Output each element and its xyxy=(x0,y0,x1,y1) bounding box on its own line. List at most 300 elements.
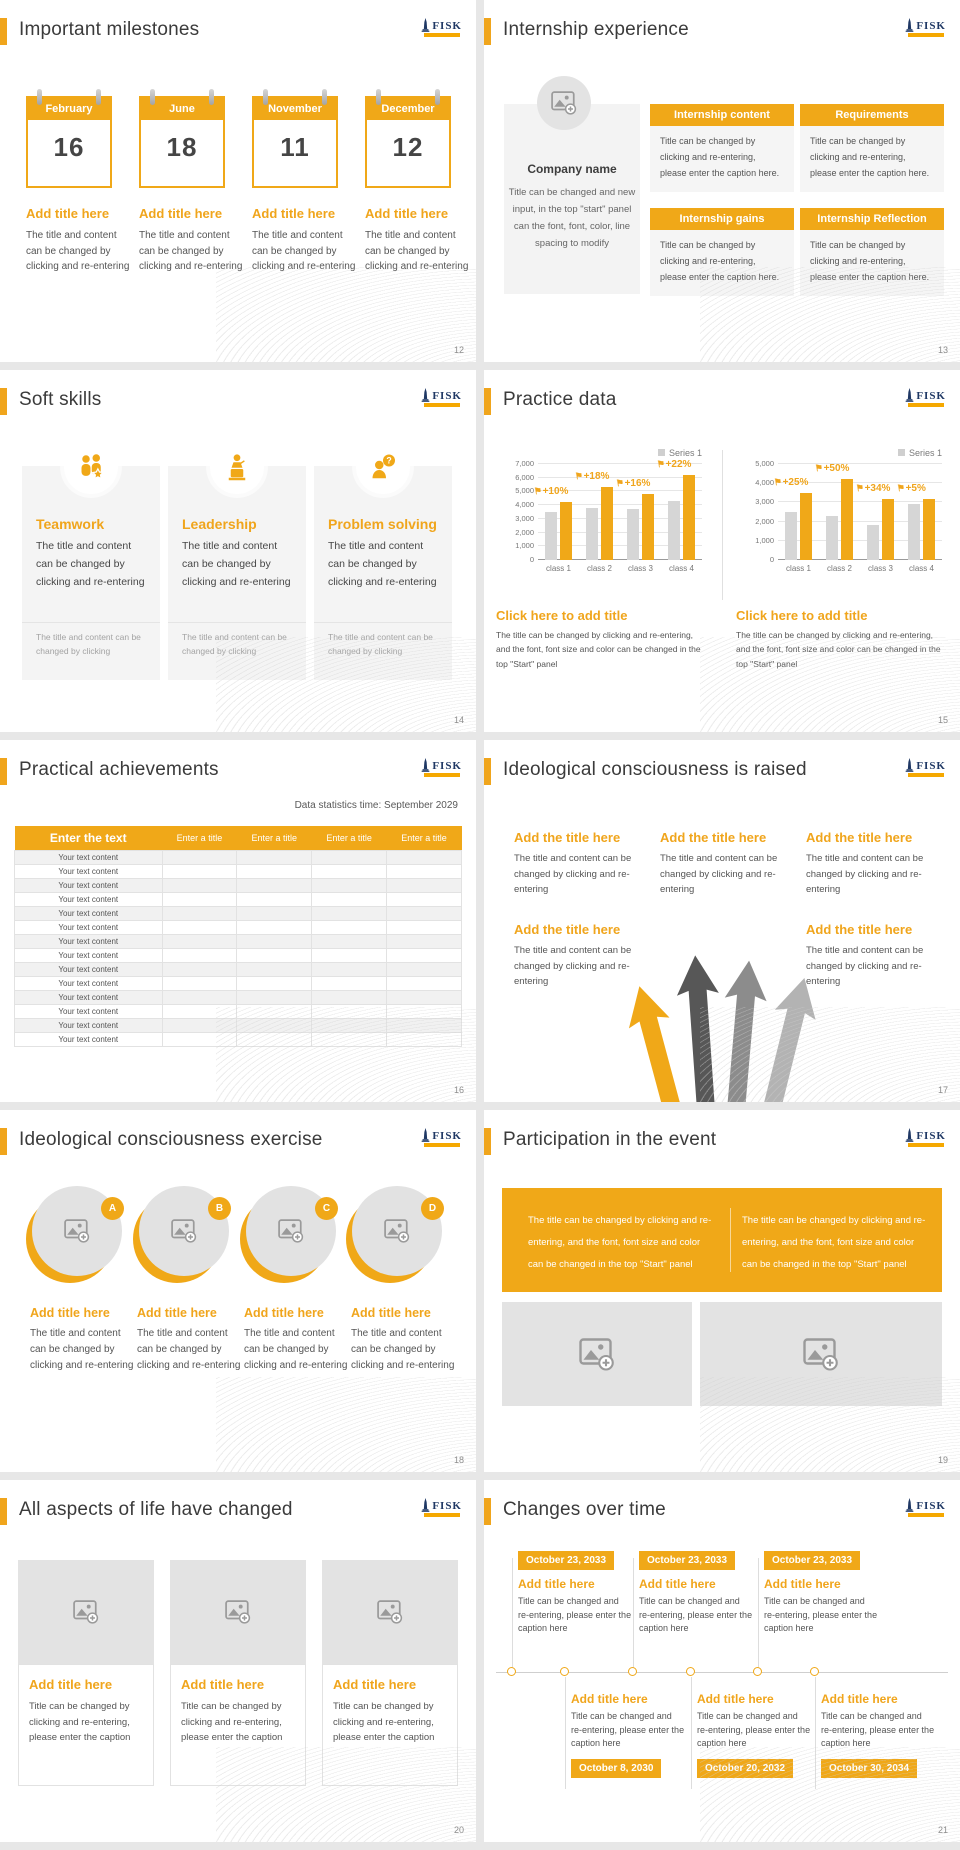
calendar-pin xyxy=(37,89,42,105)
growth-label: ⚑+25% xyxy=(772,476,809,488)
info-box-heading: Requirements xyxy=(800,104,944,126)
table-header-cell: Enter a title xyxy=(237,826,312,850)
table-header-row xyxy=(15,826,462,850)
empty-cell xyxy=(237,920,312,934)
item-body: The title and content can be changed by clicking and re-entering xyxy=(139,230,243,272)
logo-text: FISK xyxy=(916,390,946,402)
bar-group xyxy=(655,458,701,560)
empty-cell xyxy=(387,1018,462,1032)
logo-underline xyxy=(908,1513,944,1517)
tower-icon xyxy=(421,1128,430,1142)
timeline-card-bottom xyxy=(571,1692,685,1778)
table-row xyxy=(15,850,462,864)
timeline-connector xyxy=(691,1677,692,1789)
legend-label: Series 1 xyxy=(908,448,942,458)
empty-cell xyxy=(312,1018,387,1032)
info-box xyxy=(800,208,944,296)
growth-label: ⚑+16% xyxy=(614,477,651,490)
block-heading: Add the title here xyxy=(660,830,767,845)
logo-text: FISK xyxy=(432,20,462,32)
flag-icon: ⚑ xyxy=(614,477,625,489)
text-block xyxy=(806,830,948,898)
item-body: The title and content can be changed by clicking and re-entering xyxy=(244,1328,348,1371)
skill-heading: Leadership xyxy=(182,516,257,532)
timeline-node xyxy=(753,1667,762,1676)
card-body: Title can be changed by clicking and re-entering, please enter the caption xyxy=(29,1701,131,1744)
empty-cell xyxy=(237,1004,312,1018)
slide-title: Ideological consciousness is raised xyxy=(503,759,807,780)
timeline-card-top xyxy=(639,1550,753,1636)
slide-changes-over-time[interactable] xyxy=(484,1480,960,1842)
bar xyxy=(668,501,680,560)
table-row xyxy=(15,1004,462,1018)
item-body: The title and content can be changed by clicking and re-entering xyxy=(30,1328,134,1371)
table-row xyxy=(15,920,462,934)
tower-icon xyxy=(905,1498,914,1512)
svg-text:?: ? xyxy=(386,455,392,466)
empty-cell xyxy=(237,906,312,920)
bar xyxy=(908,504,920,560)
banner-text: The title can be changed by clicking and re-entering, and the font, font size and color can be changed in the top "Start" panel xyxy=(528,1215,712,1270)
row-label-cell: Your text content xyxy=(15,1032,163,1046)
tower-icon xyxy=(421,1498,430,1512)
info-box-heading: Internship gains xyxy=(650,208,794,230)
bar-group xyxy=(614,477,660,560)
calendar-pin xyxy=(376,89,381,105)
empty-cell xyxy=(162,948,237,962)
rising-arrows-graphic xyxy=(614,926,830,1102)
bar-group xyxy=(772,476,818,560)
timeline-card-top xyxy=(764,1550,878,1636)
row-label-cell: Your text content xyxy=(15,892,163,906)
timeline-node xyxy=(507,1667,516,1676)
y-tick-label: 4,000 xyxy=(515,500,534,510)
timeline-connector xyxy=(633,1558,634,1668)
banner-text: The title can be changed by clicking and re-entering, and the font, font size and color can be changed in the top "Start" panel xyxy=(742,1215,926,1270)
title-accent-bar xyxy=(484,1498,491,1525)
card-body: Title can be changed by clicking and re-entering, please enter the caption xyxy=(333,1701,435,1744)
logo-text: FISK xyxy=(916,1130,946,1142)
calendar-day: 18 xyxy=(166,132,198,162)
image-circle xyxy=(139,1186,229,1276)
tower-icon xyxy=(905,388,914,402)
skill-footer: The title and content can be changed by clicking xyxy=(22,622,160,658)
wave-decoration xyxy=(216,1377,476,1472)
block-body: The title and content can be changed by clicking and re-entering xyxy=(806,853,924,896)
empty-cell xyxy=(237,864,312,878)
banner-divider xyxy=(730,1208,731,1272)
page-number: 14 xyxy=(453,715,464,725)
growth-label: ⚑+10% xyxy=(532,485,569,498)
info-box-body: Title can be changed by clicking and re-entering, please enter the caption here. xyxy=(650,126,794,192)
page-number: 13 xyxy=(937,345,948,355)
table-header-cell: Enter a title xyxy=(312,826,387,850)
empty-cell xyxy=(162,850,237,864)
empty-cell xyxy=(312,976,387,990)
item-heading: Add title here xyxy=(244,1306,324,1320)
bar xyxy=(560,502,572,560)
block-heading: Add the title here xyxy=(514,922,621,937)
skill-body: The title and content can be changed by clicking and re-entering xyxy=(182,540,291,588)
empty-cell xyxy=(237,962,312,976)
row-label-cell: Your text content xyxy=(15,976,163,990)
empty-cell xyxy=(312,864,387,878)
logo-underline xyxy=(908,773,944,777)
timeline-node xyxy=(628,1667,637,1676)
logo-text: FISK xyxy=(916,1500,946,1512)
row-label-cell: Your text content xyxy=(15,1004,163,1018)
empty-cell xyxy=(387,864,462,878)
calendar-pin xyxy=(96,89,101,105)
timeline-node xyxy=(686,1667,695,1676)
row-label-cell: Your text content xyxy=(15,906,163,920)
bars xyxy=(772,462,942,560)
slide-all-aspects-changed[interactable] xyxy=(0,1480,476,1842)
row-label-cell: Your text content xyxy=(15,920,163,934)
caption-card xyxy=(18,1664,154,1786)
empty-cell xyxy=(237,878,312,892)
table-header-cell: Enter the text xyxy=(15,826,163,850)
bar xyxy=(627,509,639,560)
card-heading: Add title here xyxy=(821,1692,898,1706)
date-badge: October 23, 2033 xyxy=(518,1551,614,1570)
info-box-heading: Internship content xyxy=(650,104,794,126)
empty-cell xyxy=(312,850,387,864)
flag-icon: ⚑ xyxy=(532,485,543,497)
y-tick-label: 3,000 xyxy=(515,513,534,523)
empty-cell xyxy=(237,850,312,864)
calendar-month: November xyxy=(254,98,336,120)
y-tick-label: 2,000 xyxy=(515,527,534,537)
empty-cell xyxy=(387,1032,462,1046)
card-heading: Add title here xyxy=(29,1677,113,1692)
image-circle xyxy=(246,1186,336,1276)
date-badge: October 23, 2033 xyxy=(764,1551,860,1570)
achievements-table-body xyxy=(15,850,462,1046)
empty-cell xyxy=(387,976,462,990)
empty-cell xyxy=(387,920,462,934)
tower-icon xyxy=(421,388,430,402)
image-placeholder-icon xyxy=(171,1219,197,1243)
card-heading: Add title here xyxy=(333,1677,417,1692)
legend-marker xyxy=(658,449,665,456)
empty-cell xyxy=(387,934,462,948)
logo-underline xyxy=(908,403,944,407)
title-accent-bar xyxy=(484,388,491,415)
slide-title: Soft skills xyxy=(19,389,102,410)
empty-cell xyxy=(312,990,387,1004)
teamwork-icon xyxy=(76,452,106,482)
item-body: The title and content can be changed by clicking and re-entering xyxy=(351,1328,455,1371)
x-axis-labels xyxy=(778,564,942,573)
empty-cell xyxy=(387,948,462,962)
slide-important-milestones[interactable] xyxy=(0,0,476,362)
card-body: Title can be changed and re-entering, please enter the caption here xyxy=(764,1596,878,1633)
empty-cell xyxy=(162,864,237,878)
logo-text: FISK xyxy=(432,760,462,772)
info-box-body: Title can be changed by clicking and re-entering, please enter the caption here. xyxy=(800,126,944,192)
fisk-logo xyxy=(905,758,946,777)
fisk-logo xyxy=(421,18,462,37)
bar-group xyxy=(573,470,619,560)
table-header-cell: Enter a title xyxy=(162,826,237,850)
image-placeholder-icon xyxy=(377,1600,403,1624)
photo-placeholder xyxy=(18,1560,154,1664)
growth-label: ⚑+34% xyxy=(854,482,891,494)
image-circle xyxy=(352,1186,442,1276)
logo-text: FISK xyxy=(432,390,462,402)
chart-divider xyxy=(722,450,723,600)
empty-cell xyxy=(387,1004,462,1018)
growth-label: ⚑+50% xyxy=(813,462,850,475)
leadership-icon xyxy=(222,452,252,482)
empty-cell xyxy=(387,878,462,892)
row-label-cell: Your text content xyxy=(15,864,163,878)
timeline-node xyxy=(560,1667,569,1676)
bar xyxy=(586,508,598,560)
card-body: Title can be changed and re-entering, please enter the caption here xyxy=(639,1596,753,1633)
table-row xyxy=(15,948,462,962)
page-number: 16 xyxy=(453,1085,464,1095)
fisk-logo xyxy=(905,388,946,407)
item-heading: Add title here xyxy=(252,206,336,221)
growth-label: ⚑+18% xyxy=(573,470,610,483)
title-accent-bar xyxy=(0,758,7,785)
empty-cell xyxy=(387,962,462,976)
calendar-pin xyxy=(263,89,268,105)
table-row xyxy=(15,1018,462,1032)
slide-ideological-exercise[interactable] xyxy=(0,1110,476,1472)
tower-icon xyxy=(421,18,430,32)
letter-badge: D xyxy=(421,1197,444,1220)
bar-group xyxy=(813,462,859,560)
page-number: 17 xyxy=(937,1085,948,1095)
tower-icon xyxy=(905,1128,914,1142)
bar xyxy=(785,512,797,560)
slide-practical-achievements[interactable] xyxy=(0,740,476,1102)
fisk-logo xyxy=(421,1128,462,1147)
y-tick-label: 0 xyxy=(529,555,534,564)
item-heading: Add title here xyxy=(30,1306,110,1320)
table-row xyxy=(15,878,462,892)
bar xyxy=(601,487,613,560)
card-heading: Add title here xyxy=(697,1692,774,1706)
skill-icon-circle xyxy=(64,440,118,494)
empty-cell xyxy=(237,976,312,990)
achievements-table xyxy=(14,826,462,1047)
empty-cell xyxy=(312,948,387,962)
legend-label: Series 1 xyxy=(668,448,702,458)
card-body: Title can be changed and re-entering, please enter the caption here xyxy=(697,1711,811,1748)
growth-label: ⚑+22% xyxy=(655,458,692,470)
calendar-day: 11 xyxy=(280,132,310,162)
empty-cell xyxy=(237,948,312,962)
image-placeholder-icon xyxy=(225,1600,251,1624)
empty-cell xyxy=(237,990,312,1004)
table-row xyxy=(15,892,462,906)
letter-badge: B xyxy=(208,1197,231,1220)
item-heading: Add title here xyxy=(351,1306,431,1320)
bar xyxy=(867,525,879,560)
empty-cell xyxy=(237,892,312,906)
image-placeholder-icon xyxy=(73,1600,99,1624)
skill-body: The title and content can be changed by clicking and re-entering xyxy=(36,540,145,588)
slide-practice-data[interactable] xyxy=(484,370,960,732)
fisk-logo xyxy=(421,1498,462,1517)
tower-icon xyxy=(421,758,430,772)
slide-soft-skills[interactable] xyxy=(0,370,476,732)
slide-title: Important milestones xyxy=(19,19,200,40)
block-heading: Add the title here xyxy=(806,922,913,937)
photo-placeholder xyxy=(700,1302,942,1406)
empty-cell xyxy=(162,1018,237,1032)
empty-cell xyxy=(387,892,462,906)
legend-marker xyxy=(898,449,905,456)
fisk-logo xyxy=(905,1498,946,1517)
x-tick-label: class 4 xyxy=(669,564,694,573)
fisk-logo xyxy=(905,1128,946,1147)
card-body: Title can be changed and re-entering, please enter the caption here xyxy=(571,1711,685,1748)
empty-cell xyxy=(312,934,387,948)
empty-cell xyxy=(162,934,237,948)
page-number: 19 xyxy=(937,1455,948,1465)
bar-chart-left xyxy=(494,448,708,582)
block-heading: Add the title here xyxy=(514,830,621,845)
photo-placeholder xyxy=(322,1560,458,1664)
empty-cell xyxy=(162,920,237,934)
timeline-connector xyxy=(758,1558,759,1668)
logo-text: FISK xyxy=(432,1130,462,1142)
block-body: The title and content can be changed by clicking and re-entering xyxy=(806,945,924,988)
bar xyxy=(882,499,894,560)
logo-underline xyxy=(424,1143,460,1147)
y-tick-label: 2,000 xyxy=(755,516,774,526)
y-tick-label: 4,000 xyxy=(755,478,774,488)
photo-placeholder xyxy=(502,1302,692,1406)
flag-icon: ⚑ xyxy=(655,458,666,470)
y-tick-label: 0 xyxy=(769,555,774,564)
logo-underline xyxy=(908,1143,944,1147)
growth-label: ⚑+5% xyxy=(895,482,926,494)
wave-decoration xyxy=(216,267,476,362)
title-accent-bar xyxy=(484,1128,491,1155)
y-tick-label: 5,000 xyxy=(515,486,534,496)
logo-underline xyxy=(424,1513,460,1517)
title-accent-bar xyxy=(484,758,491,785)
item-heading: Add title here xyxy=(137,1306,217,1320)
timeline-connector xyxy=(512,1558,513,1668)
image-placeholder-icon xyxy=(579,1338,615,1371)
title-accent-bar xyxy=(0,18,7,45)
x-tick-label: class 1 xyxy=(786,564,811,573)
y-tick-label: 3,000 xyxy=(755,497,774,507)
empty-cell xyxy=(162,990,237,1004)
timeline-connector xyxy=(565,1677,566,1789)
block-body: The title and content can be changed by clicking and re-entering xyxy=(514,853,632,896)
skill-heading: Problem solving xyxy=(328,516,437,532)
empty-cell xyxy=(162,962,237,976)
card-heading: Add title here xyxy=(518,1577,595,1591)
flag-icon: ⚑ xyxy=(895,482,906,494)
logo-underline xyxy=(424,773,460,777)
calendar-card xyxy=(252,96,338,188)
calendar-month: June xyxy=(141,98,223,120)
item-body: The title and content can be changed by clicking and re-entering xyxy=(137,1328,241,1371)
logo-text: FISK xyxy=(916,20,946,32)
x-tick-label: class 2 xyxy=(587,564,612,573)
slide-title: Participation in the event xyxy=(503,1129,717,1150)
image-placeholder-icon xyxy=(384,1219,410,1243)
title-accent-bar xyxy=(484,18,491,45)
skill-icon-circle xyxy=(210,440,264,494)
row-label-cell: Your text content xyxy=(15,962,163,976)
card-body: Title can be changed by clicking and re-entering, please enter the caption xyxy=(181,1701,283,1744)
calendar-day: 12 xyxy=(392,132,424,162)
letter-badge: C xyxy=(315,1197,338,1220)
empty-cell xyxy=(312,892,387,906)
card-heading: Add title here xyxy=(571,1692,648,1706)
y-tick-label: 6,000 xyxy=(515,472,534,482)
bar-group xyxy=(895,482,941,560)
logo-underline xyxy=(424,33,460,37)
tower-icon xyxy=(905,758,914,772)
empty-cell xyxy=(387,850,462,864)
title-accent-bar xyxy=(0,388,7,415)
date-badge: October 20, 2032 xyxy=(697,1759,793,1778)
slide-title: Practice data xyxy=(503,389,617,410)
chart-section-heading: Click here to add title xyxy=(496,608,628,623)
block-body: The title and content can be changed by clicking and re-entering xyxy=(514,945,632,988)
y-tick-label: 1,000 xyxy=(755,535,774,545)
row-label-cell: Your text content xyxy=(15,934,163,948)
row-label-cell: Your text content xyxy=(15,1018,163,1032)
y-tick-label: 5,000 xyxy=(755,459,774,468)
date-badge: October 23, 2033 xyxy=(639,1551,735,1570)
slide-internship-experience[interactable] xyxy=(484,0,960,362)
calendar-pin xyxy=(322,89,327,105)
empty-cell xyxy=(312,1032,387,1046)
chart-section-body: The title can be changed by clicking and re-entering, and the font, font size and color can be changed in the top "Start" panel xyxy=(736,630,941,669)
page-number: 15 xyxy=(937,715,948,725)
empty-cell xyxy=(237,934,312,948)
image-placeholder-icon xyxy=(278,1219,304,1243)
x-tick-label: class 3 xyxy=(868,564,893,573)
bar-group xyxy=(532,485,578,560)
item-body: The title and content can be changed by clicking and re-entering xyxy=(252,230,356,272)
card-heading: Add title here xyxy=(639,1577,716,1591)
bar xyxy=(923,499,935,560)
image-placeholder-icon xyxy=(551,91,577,115)
x-tick-label: class 4 xyxy=(909,564,934,573)
calendar-month: February xyxy=(28,98,110,120)
bars xyxy=(532,458,702,560)
timeline-card-bottom xyxy=(697,1692,811,1778)
title-accent-bar xyxy=(0,1128,7,1155)
date-badge: October 30, 2034 xyxy=(821,1759,917,1778)
block-heading: Add the title here xyxy=(806,830,913,845)
slide-participation-event[interactable] xyxy=(484,1110,960,1472)
table-row xyxy=(15,976,462,990)
flag-icon: ⚑ xyxy=(813,462,824,474)
empty-cell xyxy=(312,878,387,892)
info-box-body: Title can be changed by clicking and re-entering, please enter the caption here. xyxy=(800,230,944,296)
card-heading: Add title here xyxy=(764,1577,841,1591)
chart-legend xyxy=(898,448,942,458)
text-block xyxy=(660,830,802,898)
slide-ideological-raised[interactable] xyxy=(484,740,960,1102)
fisk-logo xyxy=(421,758,462,777)
skill-icon-circle xyxy=(356,440,410,494)
